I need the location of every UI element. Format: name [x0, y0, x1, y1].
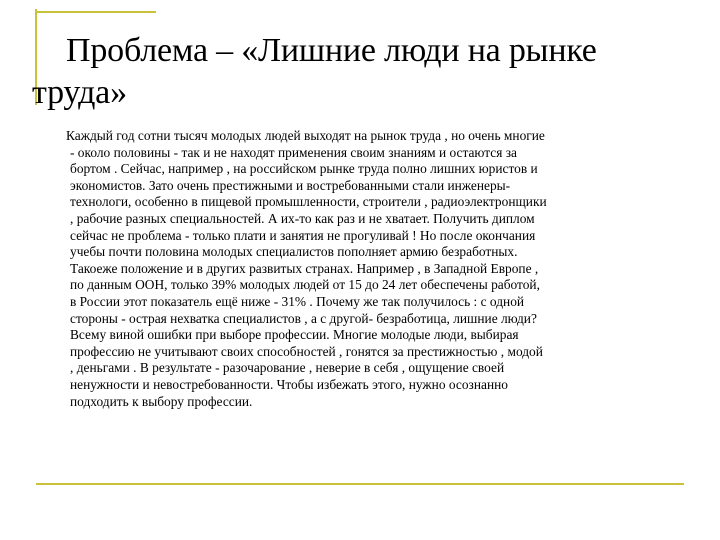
body-line-15: , деньгами . В результате - разочарование , неверие в себя , ощущение своей: [70, 360, 505, 376]
frame-bottom-line: [36, 483, 684, 485]
slide-title: [32, 30, 682, 114]
slide-title-line-2: труда»: [32, 74, 127, 111]
body-line-12: стороны - острая нехватка специалистов , а с другой- безработица, лишние люди?: [70, 310, 537, 326]
body-line-16: ненужности и невостребованности. Чтобы избежать этого, нужно осознанно: [70, 376, 508, 392]
body-line-10: по данным ООН, только 39% молодых людей от 15 до 24 лет обеспечены работой,: [70, 277, 540, 293]
body-line-2: - около половины - так и не находят применения своим знаниям и остаются за: [70, 144, 517, 160]
body-line-1: Каждый год сотни тысяч молодых людей выходят на рынок труда , но очень многие: [66, 128, 545, 143]
body-line-13: Всему виной ошибки при выборе профессии. Многие молодые люди, выбирая: [70, 327, 519, 343]
slide-body-text: [66, 128, 686, 410]
body-line-11: в России этот показатель ещё ниже - 31% . Почему же так получилось : с одной: [70, 293, 525, 309]
body-line-6: , рабочие разных специальностей. А их-то как раз и не хватает. Получить диплом: [70, 210, 535, 226]
slide-title-line-1: Проблема – «Лишние люди на рынке: [66, 32, 597, 69]
body-line-5: технологи, особенно в пищевой промышленности, строители , радиоэлектронщики: [70, 194, 547, 210]
body-line-17: подходить к выбору профессии.: [70, 393, 253, 409]
frame-top-line: [36, 11, 156, 13]
body-line-3: бортом . Сейчас, например , на российском рынке труда полно лишних юристов и: [70, 161, 538, 177]
body-line-9: Такоеже положение и в других развитых странах. Например , в Западной Европе ,: [70, 260, 539, 276]
body-line-4: экономистов. Зато очень престижными и востребованными стали инженеры-: [70, 177, 511, 193]
body-line-14: профессию не учитывают своих способностей , гонятся за престижностью , модой: [70, 343, 543, 359]
body-line-8: учебы почти половина молодых специалистов пополняет армию безработных.: [70, 244, 518, 260]
body-line-7: сейчас не проблема - только плати и занятия не прогуливай ! Но после окончания: [70, 227, 536, 243]
